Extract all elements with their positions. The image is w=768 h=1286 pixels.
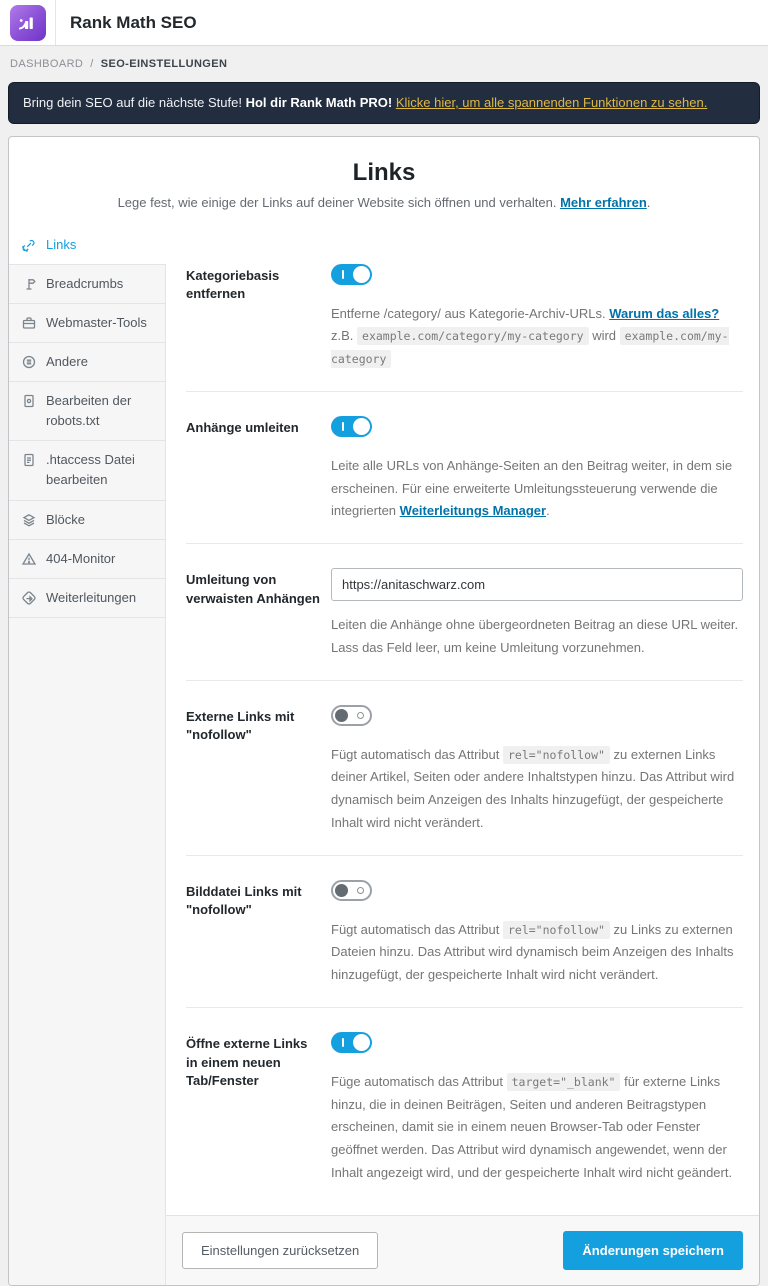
panel-footer-row <box>9 1215 759 1285</box>
desc-text: Leiten die Anhänge ohne übergeordneten Beitrag an diese URL weiter. Lass das Feld leer, um keine Umleitung vorzunehmen. <box>331 617 739 655</box>
logo-container <box>0 0 56 45</box>
layers-icon <box>21 512 37 528</box>
tab-htaccess[interactable] <box>9 440 165 500</box>
desc-text: Fügt automatisch das Attribut <box>331 746 503 762</box>
desc-text: Fügt automatisch das Attribut <box>331 921 503 937</box>
banner-bold-text: Hol dir Rank Math PRO! <box>245 95 396 110</box>
tab-links[interactable] <box>9 226 166 265</box>
desc-text: Entferne /category/ aus Kategorie-Archiv-URLs. <box>331 305 610 321</box>
tab-label: Links <box>46 236 77 252</box>
setting-description <box>331 455 743 523</box>
rank-math-mark-icon <box>16 11 40 35</box>
footer-sidebar-spacer <box>9 1215 166 1285</box>
kategoriebasis-toggle[interactable] <box>331 264 372 285</box>
setting-description <box>331 744 743 835</box>
bilddatei-nofollow-toggle[interactable] <box>331 880 372 901</box>
toggle-knob <box>335 709 348 722</box>
toggle-on-mark <box>342 270 344 279</box>
settings-panel <box>8 136 760 1286</box>
setting-label: Kategoriebasis entfernen <box>186 267 280 302</box>
tab-label: .htaccess Datei bearbeiten <box>46 452 135 488</box>
setting-row-anhaenge-umleiten <box>186 412 743 544</box>
desc-text: wird <box>588 328 620 344</box>
setting-row-neuer-tab <box>186 1028 743 1205</box>
page-title: Rank Math SEO <box>70 12 197 32</box>
file-icon <box>21 393 37 409</box>
setting-row-externe-nofollow <box>186 701 743 856</box>
setting-description <box>331 1071 743 1185</box>
orphan-redirect-url-input[interactable] <box>331 568 743 601</box>
setting-label: Externe Links mit "nofollow" <box>186 708 295 743</box>
rel-nofollow-code: rel="nofollow" <box>503 921 610 939</box>
warning-icon <box>21 551 37 567</box>
desc-text: zu Links zu externen Dateien hinzu. Das Attribut wird dynamisch beim Anzeigen des Inhalts hinzugefügt, der gespeicherte Inhalt wird nicht verändert. <box>331 921 734 982</box>
tab-label: Bearbeiten der robots.txt <box>46 393 132 429</box>
list-circle-icon <box>21 354 37 370</box>
settings-content <box>166 226 759 1215</box>
setting-row-bilddatei-nofollow <box>186 876 743 1008</box>
save-changes-button[interactable]: Änderungen speichern <box>563 1231 743 1270</box>
tab-label: Webmaster-Tools <box>46 314 147 330</box>
settings-tabs <box>9 226 166 1215</box>
redirect-icon <box>21 590 37 606</box>
toggle-knob <box>353 1034 370 1051</box>
setting-description <box>331 919 743 987</box>
setting-control <box>331 705 743 835</box>
tab-weiterleitungen[interactable] <box>9 578 165 618</box>
neuer-tab-toggle[interactable] <box>331 1032 372 1053</box>
breadcrumb-dashboard[interactable]: DASHBOARD <box>10 58 84 70</box>
briefcase-icon <box>21 315 37 331</box>
tab-andere[interactable] <box>9 342 165 382</box>
warum-das-alles-link[interactable]: Warum das alles? <box>609 305 720 321</box>
anhaenge-umleiten-toggle[interactable] <box>331 416 372 437</box>
file-text-icon <box>21 452 37 468</box>
desc-text: zu externen Links deiner Artikel, Seiten oder andere Inhaltstypen hinzu. Das Attribut wird dynamisch beim Anzeigen des Inhalts hinzugefügt, der gespeicherte Inhalt wird nicht verändert. <box>331 746 735 830</box>
breadcrumb-separator: / <box>90 58 94 70</box>
breadcrumb-current: SEO-EINSTELLUNGEN <box>100 58 228 70</box>
tab-label: Blöcke <box>46 511 86 527</box>
desc-text: Leite alle URLs von Anhänge-Seiten an den Beitrag weiter, in dem sie erscheinen. Für eine erweiterte Umleitungssteuerung verwende die integrierten <box>331 457 733 519</box>
signpost-icon <box>21 276 37 292</box>
toggle-knob <box>353 418 370 435</box>
banner-pro-link[interactable]: Klicke hier, um alle spannenden Funktionen zu sehen. <box>395 95 708 110</box>
tab-breadcrumbs[interactable] <box>9 264 165 304</box>
desc-text: . <box>546 503 550 519</box>
weiterleitungs-manager-link[interactable]: Weiterleitungs Manager <box>399 503 547 519</box>
app-header <box>0 0 768 46</box>
externe-nofollow-toggle[interactable] <box>331 705 372 726</box>
tab-label: 404-Monitor <box>46 550 116 566</box>
setting-control <box>331 568 743 660</box>
setting-label: Öffne externe Links in einem neuen Tab/Fenster <box>186 1035 308 1089</box>
learn-more-link[interactable]: Mehr erfahren <box>560 194 647 210</box>
toggle-on-mark <box>342 1038 344 1047</box>
setting-description <box>331 303 743 371</box>
setting-description <box>331 614 743 660</box>
tab-label: Andere <box>46 353 88 369</box>
setting-label: Anhänge umleiten <box>186 419 299 435</box>
rank-math-logo-icon <box>10 5 46 41</box>
section-title: Links <box>352 158 416 186</box>
target-blank-code: target="_blank" <box>507 1073 621 1091</box>
banner-text: Bring dein SEO auf die nächste Stufe! <box>23 95 246 110</box>
desc-text: z.B. <box>331 328 358 344</box>
desc-text: für externe Links hinzu, die in deinen Beiträgen, Seiten und anderen Beitragstypen erscheinen, damit sie in einem neuen Browser-Tab oder Fenster geöffnet werden. Das Attribut wird dynamisch angewendet, wenn der Inhalt angezeigt wird, und der gespeicherte Inhalt wird nicht geändert. <box>331 1073 733 1180</box>
setting-label: Umleitung von verwaisten Anhängen <box>186 572 320 606</box>
toggle-off-mark <box>357 887 364 894</box>
setting-row-kategoriebasis <box>186 260 743 392</box>
panel-footer <box>166 1215 759 1285</box>
rel-nofollow-code: rel="nofollow" <box>503 746 610 764</box>
setting-control <box>331 880 743 987</box>
setting-control <box>331 416 743 523</box>
section-description-text: Lege fest, wie einige der Links auf deiner Website sich öffnen und verhalten. <box>117 194 561 210</box>
tab-label: Breadcrumbs <box>46 275 124 291</box>
tab-404-monitor[interactable] <box>9 539 165 579</box>
example-url-before: example.com/category/my-category <box>357 327 589 345</box>
toggle-knob <box>353 266 370 283</box>
tab-webmaster-tools[interactable] <box>9 303 165 343</box>
link-icon <box>21 237 37 253</box>
setting-label: Bilddatei Links mit "nofollow" <box>186 883 302 918</box>
tab-robots-txt[interactable] <box>9 381 165 441</box>
section-description <box>29 195 739 210</box>
tab-bloecke[interactable] <box>9 500 165 540</box>
desc-text: Füge automatisch das Attribut <box>331 1073 507 1089</box>
toggle-off-mark <box>357 712 364 719</box>
example-url-after: example.com/my-category <box>331 329 729 366</box>
pro-upgrade-banner <box>8 82 760 124</box>
setting-control <box>331 1032 743 1185</box>
breadcrumb <box>0 46 768 78</box>
setting-row-verwaiste-anhaenge <box>186 564 743 681</box>
toggle-on-mark <box>342 422 344 431</box>
section-description-suffix: . <box>646 194 651 210</box>
toggle-knob <box>335 884 348 897</box>
setting-control <box>331 264 743 371</box>
tab-label: Weiterleitungen <box>46 589 137 605</box>
panel-body <box>9 226 759 1215</box>
panel-header <box>9 137 759 226</box>
reset-settings-button[interactable]: Einstellungen zurücksetzen <box>182 1232 378 1269</box>
